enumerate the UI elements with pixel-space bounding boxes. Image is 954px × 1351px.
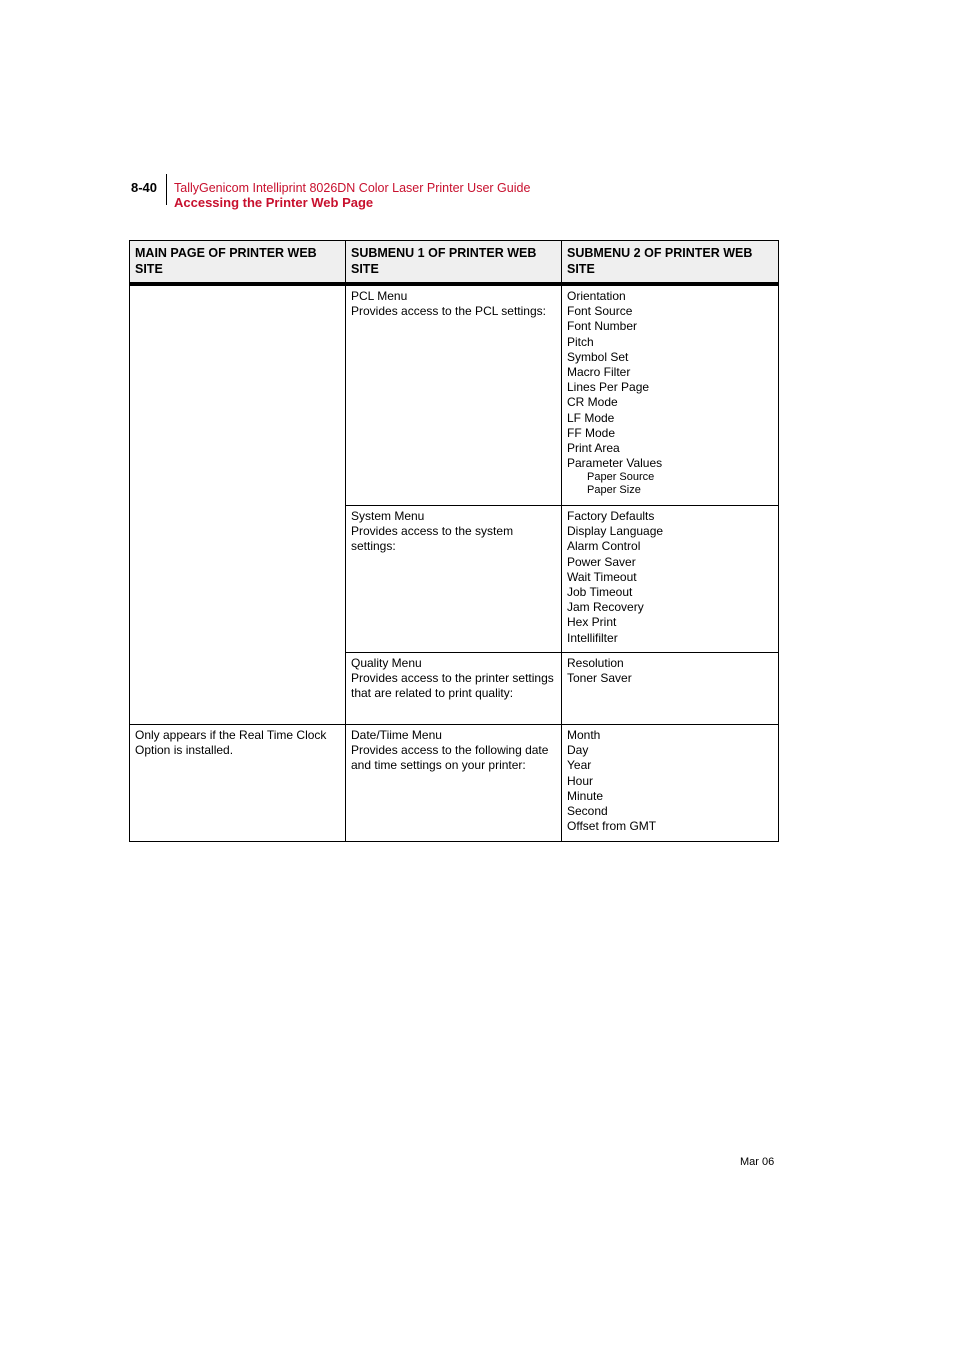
submenu2-item: Hour xyxy=(567,773,594,788)
submenu2-cell-quality xyxy=(562,653,779,725)
table-row-pcl-menu xyxy=(130,284,779,506)
submenu2-item: Alarm Control xyxy=(567,539,641,554)
main-page-cell-date-time xyxy=(130,725,346,842)
submenu2-item: Power Saver xyxy=(567,554,636,569)
submenu2-item: FF Mode xyxy=(567,425,616,440)
submenu2-item: Toner Saver xyxy=(567,671,632,686)
header-divider xyxy=(166,174,167,205)
submenu2-item: Day xyxy=(567,743,589,758)
submenu1-item: Date/Tiime Menu xyxy=(351,728,442,742)
section-title: Accessing the Printer Web Page xyxy=(174,195,374,210)
submenu2-subitem: Paper Source xyxy=(587,471,655,484)
submenu2-item: Orientation xyxy=(567,289,626,303)
column-header-main-page: MAIN PAGE OF PRINTER WEB SITE xyxy=(130,241,346,285)
submenu2-item: Display Language xyxy=(567,524,664,539)
submenu2-item: Hex Print xyxy=(567,615,617,630)
footer-date: Mar 06 xyxy=(740,1156,775,1168)
submenu2-item: Minute xyxy=(567,788,604,803)
page-number: 8-40 xyxy=(131,180,158,195)
submenu2-item: Second xyxy=(567,804,608,819)
submenu1-description: Provides access to the following date and time settings on your printer: xyxy=(351,743,549,773)
table-header-row xyxy=(130,241,779,285)
submenu2-item: Print Area xyxy=(567,441,620,456)
submenu1-item: PCL Menu xyxy=(351,289,408,303)
submenu2-item: Jam Recovery xyxy=(567,600,644,615)
submenu2-item: Lines Per Page xyxy=(567,380,650,395)
submenu1-cell-date-time xyxy=(346,725,562,842)
guide-title: TallyGenicom Intelliprint 8026DN Color Laser Printer User Guide xyxy=(174,181,531,195)
submenu1-cell-quality xyxy=(346,653,562,725)
submenu2-item: LF Mode xyxy=(567,410,615,425)
submenu2-item: Year xyxy=(567,758,592,773)
submenu2-item: Pitch xyxy=(567,334,594,349)
submenu1-cell-pcl xyxy=(346,284,562,506)
submenu1-description: Provides access to the PCL settings: xyxy=(351,304,546,319)
submenu2-item: Month xyxy=(567,728,601,742)
submenu2-item: Symbol Set xyxy=(567,349,629,364)
table-row-date-time-menu xyxy=(130,725,779,842)
column-header-submenu-2: SUBMENU 2 OF PRINTER WEB SITE xyxy=(562,241,779,285)
submenu2-item: Wait Timeout xyxy=(567,569,637,584)
submenu2-cell-date-time xyxy=(562,725,779,842)
submenu2-item: Font Number xyxy=(567,319,638,334)
submenu2-item: Factory Defaults xyxy=(567,509,655,523)
submenu1-item: System Menu xyxy=(351,509,425,523)
submenu1-description: Provides access to the printer settings that are related to print quality: xyxy=(351,671,554,701)
submenu1-cell-system xyxy=(346,506,562,653)
submenu2-item: Macro Filter xyxy=(567,365,631,380)
submenu2-cell-system xyxy=(562,506,779,653)
submenu2-item: Parameter Values xyxy=(567,456,663,471)
main-page-cell-empty xyxy=(130,284,346,725)
printer-web-menu-table xyxy=(129,240,779,842)
submenu2-item: Job Timeout xyxy=(567,585,633,600)
submenu1-description: Provides access to the system settings: xyxy=(351,524,514,554)
submenu2-item: Offset from GMT xyxy=(567,819,657,834)
submenu2-cell-pcl xyxy=(562,284,779,506)
submenu1-item: Quality Menu xyxy=(351,656,422,670)
main-page-note: Only appears if the Real Time Clock Option is installed. xyxy=(135,728,327,758)
submenu2-item: Font Source xyxy=(567,304,633,319)
submenu2-item: CR Mode xyxy=(567,395,618,410)
submenu2-subitem: Paper Size xyxy=(587,484,641,497)
submenu2-item: Resolution xyxy=(567,656,624,670)
column-header-submenu-1: SUBMENU 1 OF PRINTER WEB SITE xyxy=(346,241,562,285)
submenu2-item: Intellifilter xyxy=(567,630,618,645)
